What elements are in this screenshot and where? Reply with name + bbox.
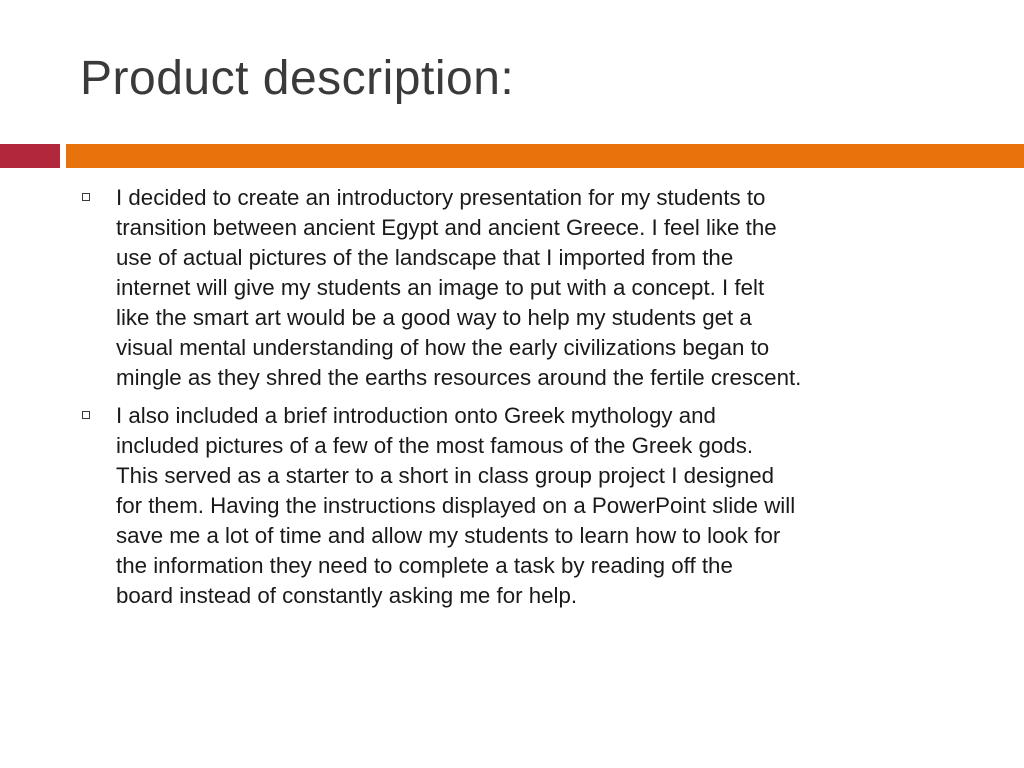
square-bullet-icon bbox=[82, 411, 90, 419]
accent-bar-right bbox=[66, 144, 1024, 168]
bullet-list bbox=[80, 183, 980, 619]
bullet-text: I also included a brief introduction onto Greek mythology and included pictures of a few of the most famous of the Greek gods. This served as a starter to a short in class group project I designed for them. Having the instructions displayed on a PowerPoint slide will save me a lot of time and allow my students to learn how to look for the information they need to complete a task by reading off the board instead of constantly asking me for help. bbox=[116, 403, 796, 608]
bullet-text: I decided to create an introductory presentation for my students to transition between ancient Egypt and ancient Greece. I feel like the use of actual pictures of the landscape that I imported from the internet will give my students an image to put with a concept. I felt like the smart art would be a good way to help my students get a visual mental understanding of how the early civilizations began to mingle as they shred the earths resources around the fertile crescent. bbox=[116, 185, 802, 390]
accent-bar-left bbox=[0, 144, 60, 168]
square-bullet-icon bbox=[82, 193, 90, 201]
bullet-item bbox=[80, 183, 980, 393]
slide-title: Product description: bbox=[80, 52, 515, 105]
bullet-item bbox=[80, 401, 980, 611]
